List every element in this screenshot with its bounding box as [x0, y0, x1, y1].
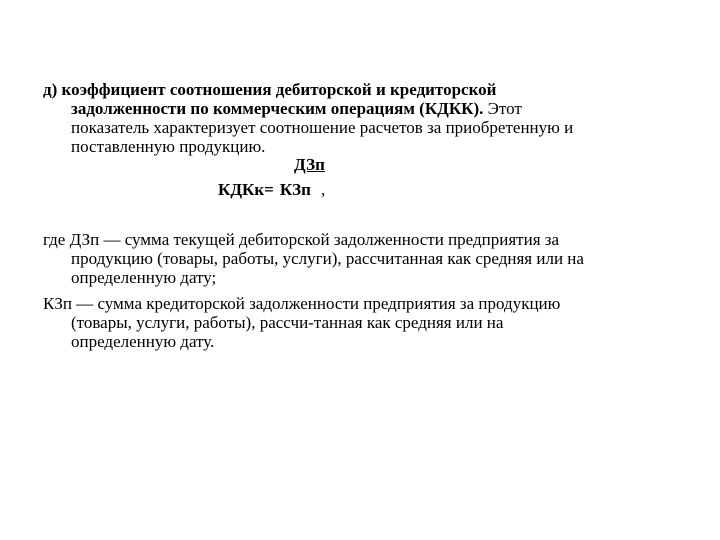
definition-line-2-bold: задолженности по коммерческим операциям (КДКК).	[71, 99, 484, 118]
kzp-line-2: (товары, услуги, работы), рассчи-танная как средняя или на	[71, 313, 504, 332]
kzp-line-1: КЗп — сумма кредиторской задолженности предприятия за продукцию	[43, 294, 561, 313]
kzp-definition-paragraph	[43, 294, 560, 351]
definition-line-3: показатель характеризует соотношение расчетов за приобретенную и	[71, 118, 574, 137]
kzp-line-3: определенную дату.	[71, 332, 215, 351]
dzp-line-2: продукцию (товары, работы, услуги), рассчитанная как средняя или на	[71, 249, 584, 268]
definition-line-2-tail: Этот	[483, 99, 522, 118]
definition-paragraph	[43, 80, 573, 156]
definition-line-4: поставленную продукцию.	[71, 137, 266, 156]
dzp-line-1: где ДЗп — сумма текущей дебиторской задолженности предприятия за	[43, 230, 560, 249]
formula	[218, 180, 325, 200]
formula-numerator: ДЗп	[294, 155, 325, 174]
dzp-definition-paragraph	[43, 230, 584, 287]
formula-lhs: КДКк=	[218, 180, 274, 199]
dzp-line-3: определенную дату;	[71, 268, 217, 287]
formula-trailing-comma: ,	[320, 180, 326, 199]
definition-line-1: д) коэффициент соотношения дебиторской и кредиторской	[43, 80, 497, 99]
definition-line-2	[43, 99, 573, 118]
formula-denominator: КЗп	[279, 180, 311, 199]
